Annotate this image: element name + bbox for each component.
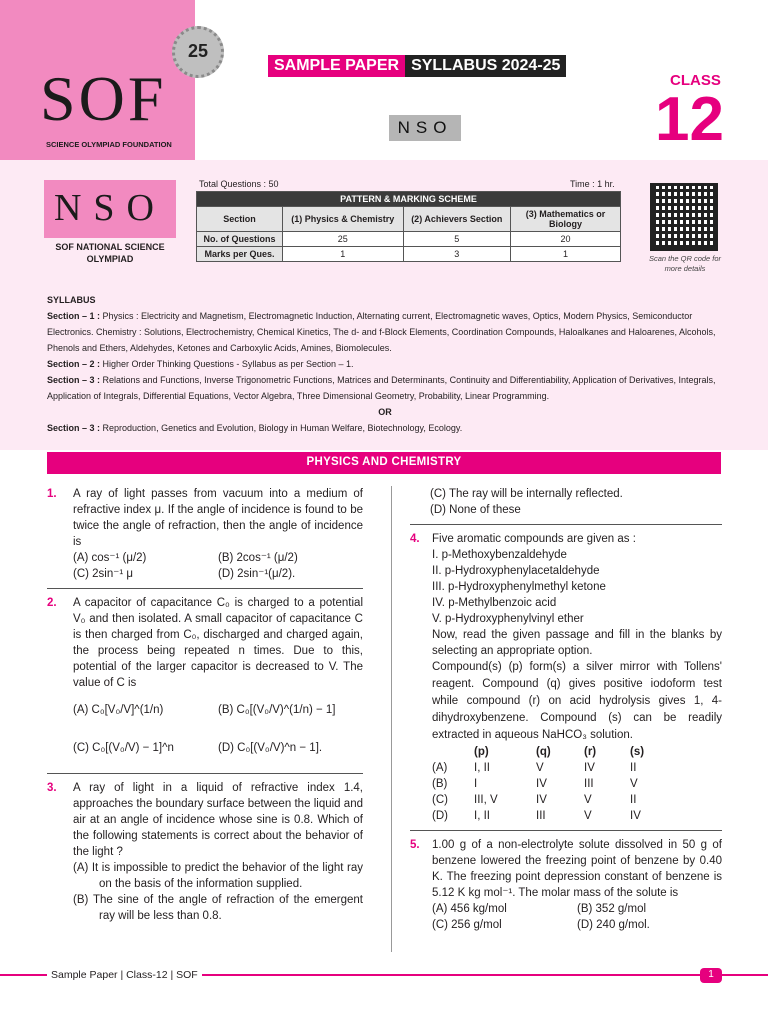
matrix-cell: II <box>630 762 637 774</box>
answer-matrix <box>432 744 722 824</box>
list-item: IV. p-Methylbenzoic acid <box>432 597 557 609</box>
table-header: (1) Physics & Chemistry <box>282 207 403 232</box>
question-number: 4. <box>410 533 420 545</box>
table-cell: 1 <box>511 247 621 262</box>
matrix-cell: (C) <box>432 794 448 806</box>
nso-label: SOF NATIONAL SCIENCE OLYMPIAD <box>55 242 165 264</box>
column-divider <box>391 486 392 952</box>
sof-logo: SOF <box>40 63 167 134</box>
question-5 <box>410 837 722 933</box>
question-1 <box>47 486 363 582</box>
syllabus <box>47 292 723 436</box>
matrix-cell: III <box>536 810 546 822</box>
section-heading: PHYSICS AND CHEMISTRY <box>47 452 721 474</box>
question-4 <box>410 531 722 824</box>
matrix-cell: I <box>474 778 478 790</box>
matrix-header: (s) <box>630 746 645 758</box>
passage-text: Now, read the given passage and fill in the blanks by selecting an appropriate option. <box>432 629 722 657</box>
list-item: II. p-Hydroxyphenylacetaldehyde <box>432 565 600 577</box>
option-b: (B) 352 g/mol <box>577 903 647 915</box>
matrix-header: (q) <box>536 746 551 758</box>
section-label: Section – 3 : <box>47 375 101 385</box>
matrix-cell: IV <box>630 810 641 822</box>
option-b: (B) The sine of the angle of refraction of the emergent ray will be less than 0.8. <box>73 894 363 922</box>
matrix-cell: IV <box>536 778 547 790</box>
footer-text: Sample Paper | Class-12 | SOF <box>47 969 202 981</box>
syllabus-title: SYLLABUS <box>47 295 96 305</box>
option-d: (D) None of these <box>430 504 521 516</box>
option-b: (B) 2cos⁻¹ (μ/2) <box>218 552 298 564</box>
table-cell: 20 <box>511 232 621 247</box>
total-questions: Total Questions : 50 <box>199 179 279 189</box>
matrix-cell: (D) <box>432 810 448 822</box>
matrix-cell: (A) <box>432 762 448 774</box>
section-label: Section – 3 : <box>47 423 101 433</box>
divider <box>410 524 722 525</box>
section-label: Section – 1 : <box>47 311 101 321</box>
matrix-cell: V <box>536 762 544 774</box>
divider <box>47 773 363 774</box>
table-cell: No. of Questions <box>197 232 283 247</box>
nso-logo: NSO <box>44 180 176 238</box>
option-c: (C) C₀[(V₀/V) − 1]^n <box>73 742 174 754</box>
question-number: 5. <box>410 839 420 851</box>
list-item: V. p-Hydroxyphenylvinyl ether <box>432 613 584 625</box>
passage-text: Compound(s) (p) form(s) a silver mirror with Tollens' reagent. Compound (q) gives positive iodoform test while compound (r) on acid hydrolysis gives 1, 4-dihydroxybenzene. Compound (s) can be readily extracted in aqueous NaHCO₃ solution. <box>432 661 722 741</box>
option-a: (A) C₀[V₀/V]^(1/n) <box>73 704 164 716</box>
table-cell: 3 <box>403 247 510 262</box>
qr-caption: Scan the QR code for more details <box>648 254 722 273</box>
table-row <box>197 247 621 262</box>
page-number: 1 <box>700 968 722 983</box>
option-d: (D) 240 g/mol. <box>577 919 650 931</box>
table-cell: 1 <box>282 247 403 262</box>
option-a: (A) It is impossible to predict the behavior of the light ray on the basis of the information supplied. <box>73 862 363 890</box>
matrix-cell: (B) <box>432 778 448 790</box>
matrix-header: (p) <box>474 746 489 758</box>
section-label: Section – 2 : <box>47 359 101 369</box>
matrix-cell: III <box>584 778 594 790</box>
option-d: (D) 2sin⁻¹(μ/2). <box>218 568 296 580</box>
option-c: (C) 256 g/mol <box>432 919 502 931</box>
left-column <box>47 486 363 930</box>
title-sample-paper: SAMPLE PAPER <box>268 55 405 77</box>
or-divider: OR <box>378 407 392 417</box>
option-a: (A) 456 kg/mol <box>432 903 507 915</box>
table-header: (3) Mathematics or Biology <box>511 207 621 232</box>
option-b: (B) C₀[(V₀/V)^(1/n) − 1] <box>218 704 336 716</box>
option-a: (A) cos⁻¹ (μ/2) <box>73 552 147 564</box>
question-text: 1.00 g of a non-electrolyte solute dissolved in 50 g of benzene lowered the freezing point of benzene by 0.40 K. The freezing point depression constant of benzene is 5.12 K kg mol⁻¹. The molar mass of the solute is <box>432 839 722 899</box>
matrix-cell: I, II <box>474 762 490 774</box>
table-header: Section <box>197 207 283 232</box>
divider <box>47 588 363 589</box>
org-name: SCIENCE OLYMPIAD FOUNDATION <box>46 140 172 149</box>
matrix-cell: V <box>584 810 592 822</box>
marking-scheme-table <box>196 191 621 262</box>
list-item: III. p-Hydroxyphenylmethyl ketone <box>432 581 606 593</box>
question-text: A ray of light passes from vacuum into a medium of refractive index μ. If the angle of incidence is found to be twice the angle of refraction, then the angle of incidence is <box>73 488 363 548</box>
matrix-cell: V <box>630 778 638 790</box>
question-text: A ray of light in a liquid of refractive index 1.4, approaches the boundary surface between the liquid and air at an angle of incidence whose sine is 0.8. Which of the following statements is correct about the behavior of the light ? <box>73 782 363 858</box>
title-syllabus: SYLLABUS 2024-25 <box>405 55 566 77</box>
question-text: A capacitor of capacitance C₀ is charged to a potential V₀ and then isolated. A small capacitor of capacitance C is then charged from C₀, discharged and charged again, the process being repeated n times. Due to this, potential of the larger capacitor is decreased to V. The value of C is <box>73 597 363 689</box>
section-text: Reproduction, Genetics and Evolution, Biology in Human Welfare, Biotechnology, Ecology. <box>102 423 463 433</box>
matrix-cell: II <box>630 794 637 806</box>
list-item: I. p-Methoxybenzaldehyde <box>432 549 567 561</box>
question-number: 1. <box>47 488 57 500</box>
table-row <box>197 232 621 247</box>
section-text: Relations and Functions, Inverse Trigonometric Functions, Matrices and Determinants, Continuity and Differentiability, Application of Derivatives, Integrals, Application of Integrals, Differential Equations, Vector Algebra, Three Dimensional Geometry, Probability, Linear Programming. <box>47 375 716 401</box>
matrix-cell: IV <box>584 762 595 774</box>
matrix-header: (r) <box>584 746 597 758</box>
option-c: (C) The ray will be internally reflected. <box>430 488 623 500</box>
question-3 <box>47 780 363 924</box>
anniversary-badge-icon: 25 <box>172 26 224 78</box>
table-cell: Marks per Ques. <box>197 247 283 262</box>
question-number: 3. <box>47 782 57 794</box>
divider <box>410 830 722 831</box>
matrix-cell: I, II <box>474 810 490 822</box>
class-label: CLASS <box>670 72 721 89</box>
question-text: Five aromatic compounds are given as : <box>432 533 636 545</box>
qr-code-icon[interactable] <box>650 183 718 251</box>
question-2 <box>47 595 363 767</box>
matrix-header <box>432 744 474 760</box>
section-text: Higher Order Thinking Questions - Syllabus as per Section – 1. <box>102 359 354 369</box>
table-header: (2) Achievers Section <box>403 207 510 232</box>
matrix-cell: V <box>584 794 592 806</box>
nso-logo-small: NSO <box>389 115 461 141</box>
time-limit: Time : 1 hr. <box>570 179 615 189</box>
right-column <box>410 486 722 939</box>
option-d: (D) C₀[(V₀/V)^n − 1]. <box>218 742 323 754</box>
question-number: 2. <box>47 597 57 609</box>
matrix-cell: IV <box>536 794 547 806</box>
table-cell: 5 <box>403 232 510 247</box>
table-cell: 25 <box>282 232 403 247</box>
option-c: (C) 2sin⁻¹ μ <box>73 568 133 580</box>
class-number: 12 <box>655 85 724 154</box>
matrix-cell: III, V <box>474 794 498 806</box>
section-text: Physics : Electricity and Magnetism, Electromagnetic Induction, Alternating current, Electromagnetic waves, Optics, Modern Physics, Semiconductor Electronics. Chemistry : Solutions, Electrochemistry, Chemical Kinetics, The d- and f-Block Elements, Coordination Compounds, Haloalkanes and Haloarenes, Alcohols, Phenols and Ethers, Aldehydes, Ketones and Carboxylic Acids, Amines, Biomolecules. <box>47 311 716 353</box>
paper-title <box>268 55 566 77</box>
table-title: PATTERN & MARKING SCHEME <box>197 192 621 207</box>
